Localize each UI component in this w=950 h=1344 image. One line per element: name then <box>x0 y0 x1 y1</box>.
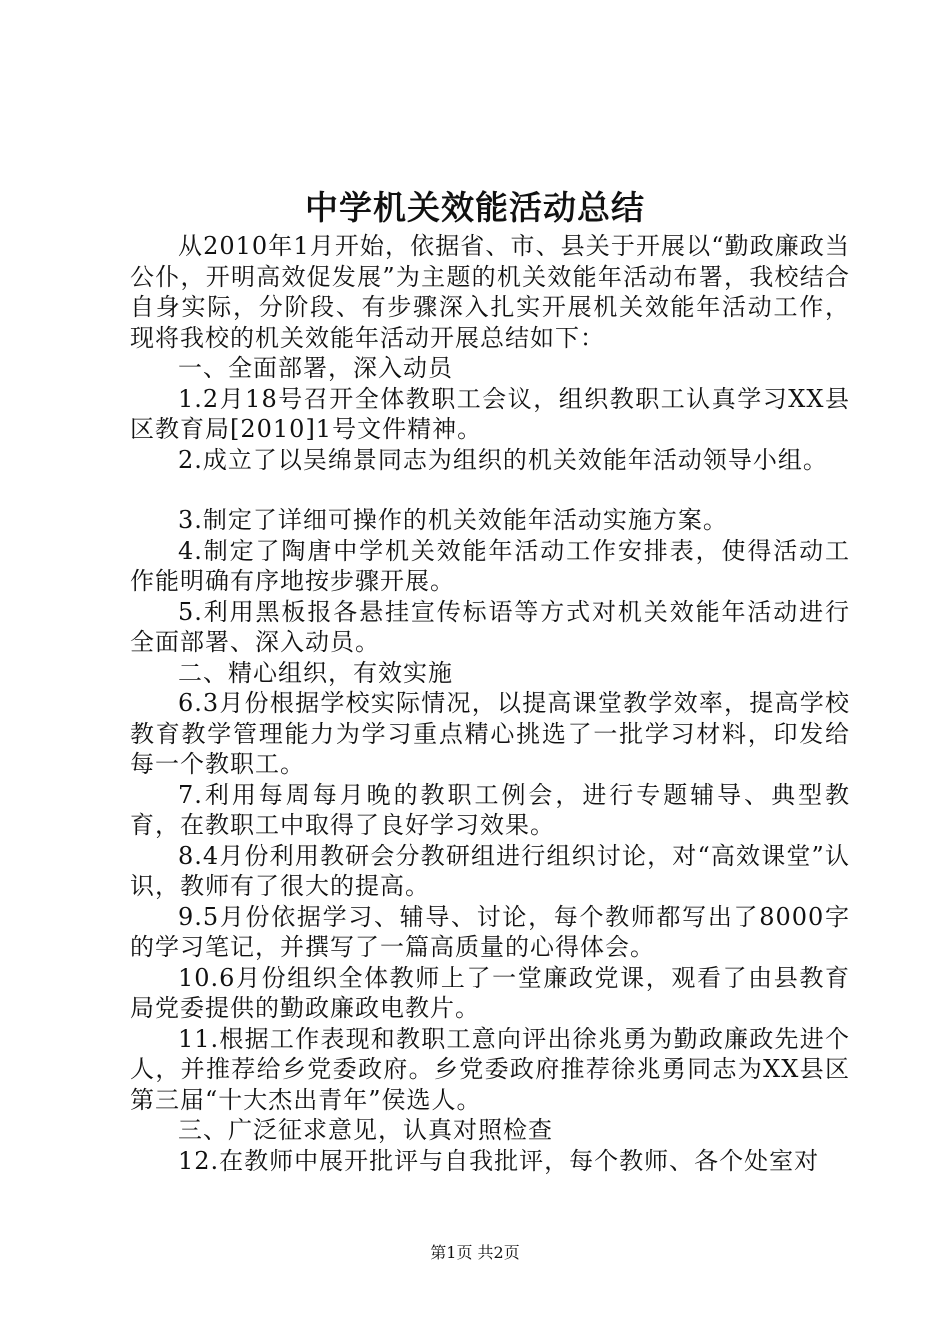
list-item-8: 8.4月份利用教研会分教研组进行组织讨论，对“高效课堂”认识，教师有了很大的提高。 <box>130 841 850 900</box>
section-heading-2: 二、精心组织，有效实施 <box>178 658 453 687</box>
list-item-1: 1.2月18号召开全体教职工会议，组织教职工认真学习XX县区教育局[2010]1号文件精神。 <box>130 384 850 443</box>
list-item-3: 3.制定了详细可操作的机关效能年活动实施方案。 <box>178 506 728 534</box>
list-item-12: 12.在教师中展开批评与自我批评，每个教师、各个处室对 <box>178 1146 820 1175</box>
list-item-4: 4.制定了陶唐中学机关效能年活动工作安排表，使得活动工作能明确有序地按步骤开展。 <box>130 536 850 595</box>
list-item-7: 7.利用每周每月晚的教职工例会，进行专题辅导、典型教育，在教职工中取得了良好学习效果。 <box>130 780 850 839</box>
list-item-10: 10.6月份组织全体教师上了一堂廉政党课，观看了由县教育局党委提供的勤政廉政电教片。 <box>130 963 850 1022</box>
list-item-2: 2.成立了以吴绵景同志为组织的机关效能年活动领导小组。 <box>178 445 828 474</box>
page-footer: 第1页 共2页 <box>430 1243 520 1262</box>
list-item-5: 5.利用黑板报各悬挂宣传标语等方式对机关效能年活动进行全面部署、深入动员。 <box>130 597 850 656</box>
paragraph-intro: 从2010年1月开始，依据省、市、县关于开展以“勤政廉政当公仆，开明高效促发展”为主题的机关效能年活动布署，我校结合自身实际，分阶段、有步骤深入扎实开展机关效能年活动工作，现将我校的机关效能年活动开展总结如下： <box>130 232 850 352</box>
list-item-9: 9.5月份依据学习、辅导、讨论，每个教师都写出了8000字的学习笔记，并撰写了一篇高质量的心得体会。 <box>130 902 850 961</box>
section-heading-3: 三、广泛征求意见，认真对照检查 <box>178 1116 553 1144</box>
document-title: 中学机关效能活动总结 <box>305 188 645 227</box>
list-item-11: 11.根据工作表现和教职工意向评出徐兆勇为勤政廉政先进个人，并推荐给乡党委政府。乡党委政府推荐徐兆勇同志为XX县区第三届“十大杰出青年”侯选人。 <box>130 1024 850 1114</box>
section-heading-1: 一、全面部署，深入动员 <box>178 354 453 382</box>
document-body <box>130 231 850 1176</box>
list-item-6: 6.3月份根据学校实际情况，以提高课堂教学效率，提高学校教育教学管理能力为学习重点精心挑选了一批学习材料，印发给每一个教职工。 <box>130 689 850 778</box>
